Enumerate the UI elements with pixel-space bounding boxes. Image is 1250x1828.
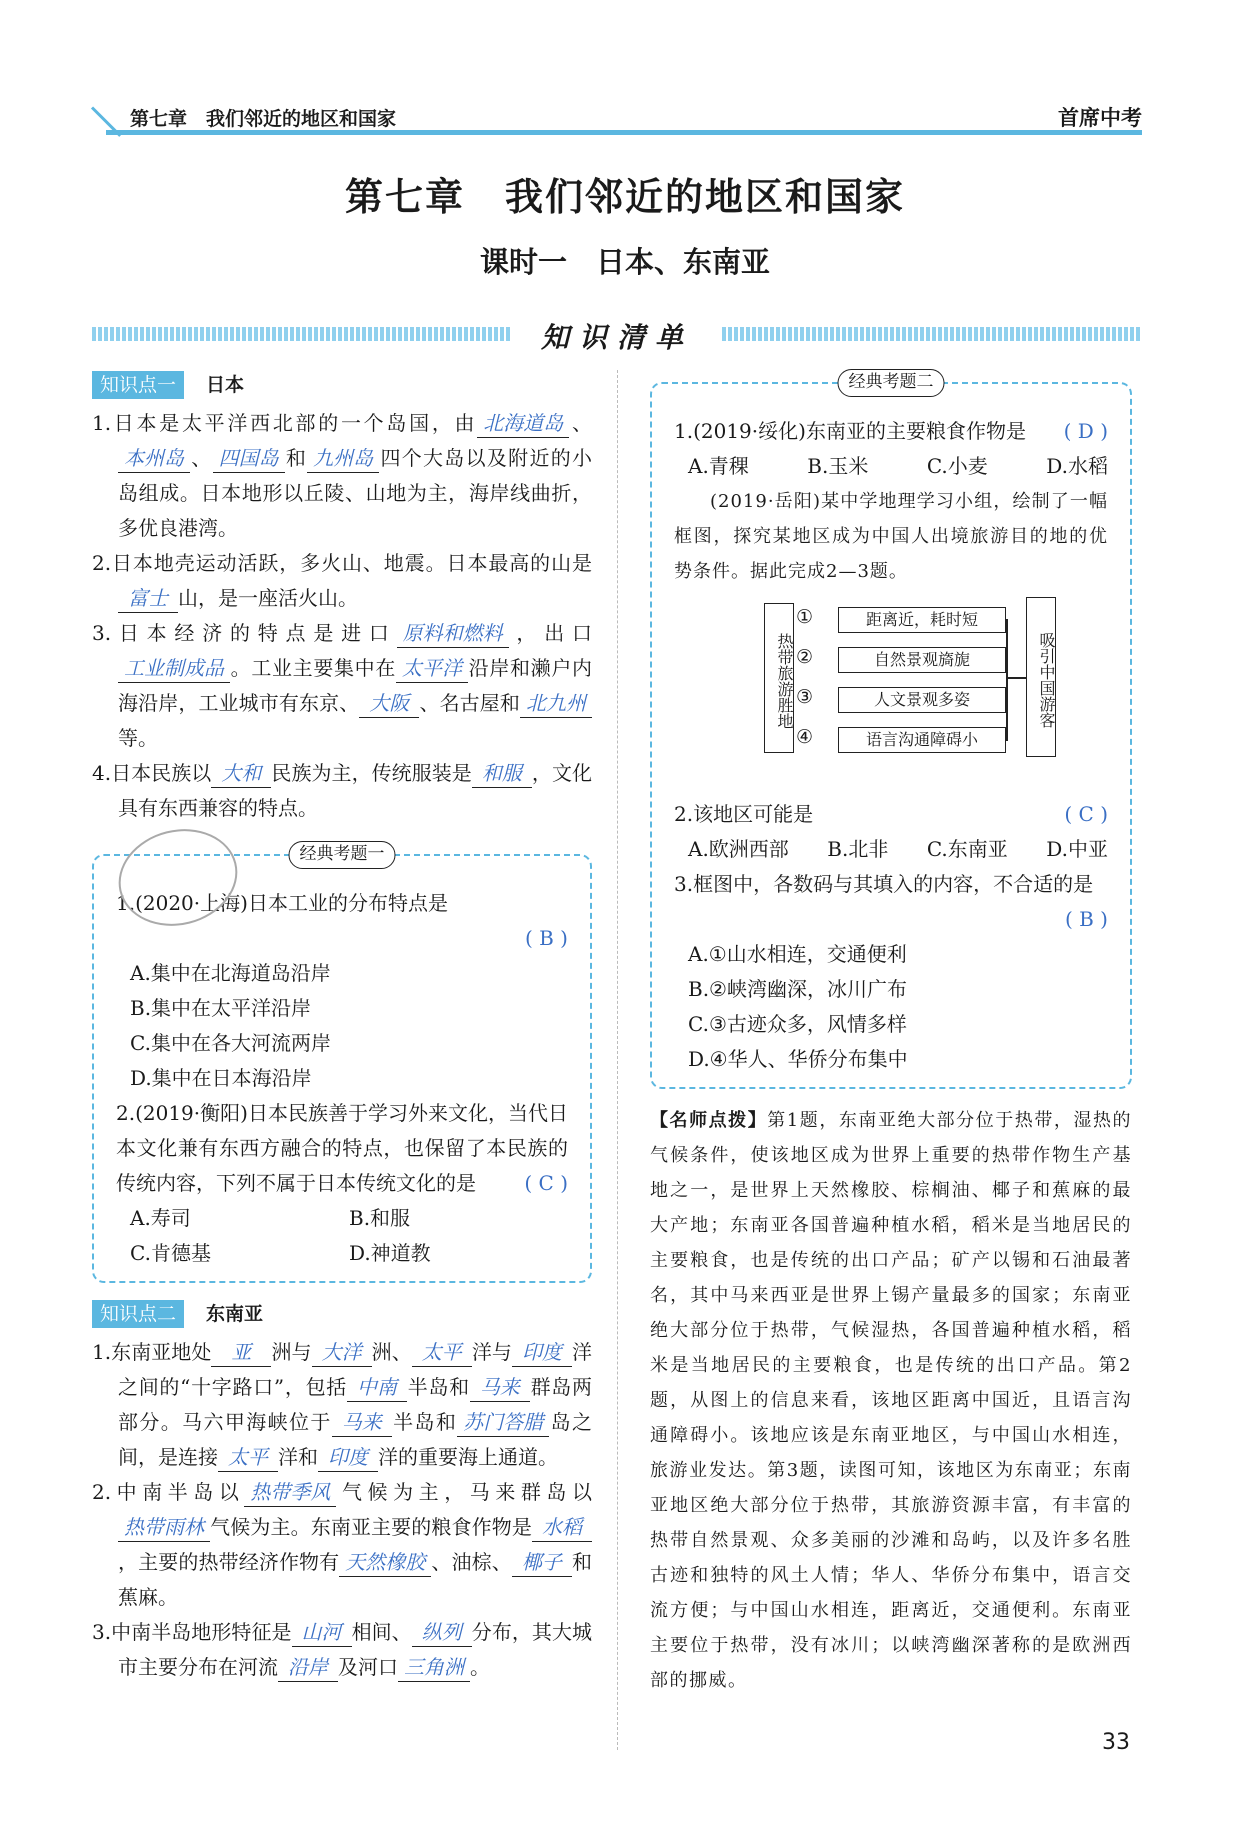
option: A.集中在北海道岛沿岸	[130, 961, 331, 985]
ex2-intro: (2019·岳阳)某中学地理学习小组，绘制了一幅框图，探究某地区成为中国人出境旅游目的地的优势条件。据此完成2—3题。	[674, 491, 1108, 582]
answer-blank: 马来	[332, 1408, 392, 1437]
flow-number: ③	[796, 686, 814, 708]
answer-blank: 工业制成品	[118, 654, 230, 683]
lesson-subtitle: 课时一 日本、东南亚	[479, 245, 770, 279]
answer-blank: 天然橡胶	[339, 1548, 431, 1577]
flow-left-box: 热带旅游胜地	[764, 603, 794, 753]
option: D.④华人、华侨分布集中	[688, 1047, 908, 1071]
answer-blank: 三角洲	[398, 1653, 470, 1682]
right-column	[650, 372, 1133, 1698]
japan-item-4: 4.日本民族以 大和 民族为主，传统服装是 和服 ，文化具有东西兼容的特点。	[92, 761, 592, 820]
answer-blank: 印度	[318, 1443, 378, 1472]
answer-blank: 大阪	[359, 689, 419, 718]
exam-box-label: 经典考题二	[838, 369, 945, 397]
ex2-question-2: 2.该地区可能是	[674, 802, 814, 826]
ex2-answer-1: ( D )	[1063, 419, 1108, 443]
flow-item: 语言沟通障碍小	[838, 727, 1006, 753]
option: D.中亚	[1046, 837, 1108, 861]
flow-right-box: 吸引中国游客	[1026, 597, 1056, 757]
sea-item-3: 3.中南半岛地形特征是 山河 相间、 纵列 分布，其大城市主要分布在河流 沿岸 及河口 三角洲 。	[92, 1615, 592, 1685]
japan-item-2: 2.日本地壳运动活跃，多火山、地震。日本最高的山是富士 山，是一座活火山。	[92, 546, 592, 616]
flow-item: 距离近，耗时短	[838, 607, 1006, 633]
ex1-answer-2: ( C )	[524, 1171, 568, 1195]
section-banner-text: 知识清单	[540, 321, 693, 354]
answer-blank: 太平	[412, 1338, 472, 1367]
teacher-tip	[650, 1103, 1132, 1698]
answer-blank: 纵列	[412, 1618, 472, 1647]
flow-diagram	[674, 597, 1108, 787]
answer-blank: 沿岸	[278, 1653, 338, 1682]
option: D.集中在日本海沿岸	[130, 1066, 312, 1090]
answer-blank: 水稻	[532, 1513, 592, 1542]
option-grid	[116, 1201, 568, 1271]
exam-box-label: 经典考题一	[289, 841, 396, 869]
tip-body: 第1题，东南亚绝大部分位于热带，湿热的气候条件，使该地区成为世界上重要的热带作物生产基地之一，是世界上天然橡胶、棕榈油、椰子和蕉麻的最大产地；东南亚各国普遍种植水稻，稻米是当地居民的主要粮食，也是传统的出口产品；矿产以锡和石油最著名，其中马来西亚是世界上锡产量最多的国家；东南亚绝大部分位于热带，气候湿热，各国普遍种植水稻，稻米是当地居民的主要粮食，也是传统的出口产品。第2题，从图上的信息来看，该地区距离中国近，且语言沟通障碍小。该地应该是东南亚地区，与中国山水相连，旅游业发达。第3题，读图可知，该地区为东南亚；东南亚地区绝大部分位于热带，其旅游资源丰富，有丰富的热带自然景观、众多美丽的沙滩和岛屿，以及许多名胜古迹和独特的风土人情；华人、华侨分布集中，语言交流方便；与中国山水相连，距离近，交通便利。东南亚主要位于热带，没有冰川；以峡湾幽深著称的是欧洲西部的挪威。	[650, 1110, 1133, 1691]
ex2-answer-3: ( B )	[1064, 907, 1108, 931]
flow-connector	[1006, 619, 1008, 741]
flow-row	[796, 607, 1016, 633]
option-row	[674, 449, 1108, 484]
ex1-question-2: 2.(2019·衡阳)日本民族善于学习外来文化，当代日本文化兼有东西方融合的特点，也保留了本民族的传统内容，下列不属于日本传统文化的是	[116, 1101, 568, 1195]
tip-heading: 【名师点拨】	[650, 1110, 768, 1131]
answer-blank: 山河	[292, 1618, 352, 1647]
answer-blank: 中南	[347, 1373, 407, 1402]
answer-blank: 太平	[218, 1443, 278, 1472]
option: B.和服	[349, 1206, 411, 1230]
option: B.玉米	[807, 454, 869, 478]
answer-blank: 苏门答腊	[457, 1408, 549, 1437]
option: D.神道教	[349, 1241, 431, 1265]
option: C.小麦	[926, 454, 988, 478]
kp1-name: 日本	[206, 373, 245, 396]
option: B.集中在太平洋沿岸	[130, 996, 312, 1020]
option: C.集中在各大河流两岸	[130, 1031, 331, 1055]
answer-blank: 本州岛	[118, 444, 190, 473]
option: B.②峡湾幽深，冰川广布	[688, 977, 907, 1001]
japan-item-1: 1.日本是太平洋西北部的一个岛国，由 北海道岛 、本州岛 、 四国岛 和 九州岛 四个大岛以及附近的小岛组成。日本地形以丘陵、山地为主，海岸线曲折，多优良港湾。	[92, 411, 593, 540]
option: C.东南亚	[926, 837, 1008, 861]
option: B.北非	[827, 837, 889, 861]
option: A.欧洲西部	[688, 837, 789, 861]
option-row	[674, 832, 1108, 867]
ex2-answer-2: ( C )	[1064, 802, 1108, 826]
answer-blank: 印度	[512, 1338, 572, 1367]
flow-number: ②	[796, 646, 814, 668]
answer-blank: 亚	[211, 1338, 271, 1367]
answer-blank: 和服	[472, 759, 532, 788]
sea-item-1: 1.东南亚地处 亚 洲与 大洋 洲、 太平 洋与 印度 洋之间的“十字路口”，包括 中南 半岛和 马来 群岛两部分。马六甲海峡位于 马来 半岛和 苏门答腊 岛之间，是连接 太平 洋和 印度 洋的重要海上通道。	[92, 1335, 592, 1475]
knowledge-point-1	[92, 368, 592, 402]
answer-blank: 四国岛	[213, 444, 285, 473]
answer-blank: 原料和燃料	[397, 619, 509, 648]
answer-blank: 北海道岛	[477, 409, 569, 438]
flow-arrow	[1008, 677, 1026, 679]
kp2-name: 东南亚	[206, 1302, 264, 1325]
chapter-title: 第七章 我们邻近的地区和国家	[344, 174, 905, 219]
header-chapter: 第七章 我们邻近的地区和国家	[130, 108, 397, 130]
flow-row	[796, 727, 1016, 753]
answer-blank: 富士	[118, 584, 178, 613]
option: D.水稻	[1046, 454, 1108, 478]
ex2-question-1: 1.(2019·绥化)东南亚的主要粮食作物是	[674, 419, 1026, 443]
ex1-answer-1: ( B )	[524, 926, 568, 950]
answer-blank: 大和	[211, 759, 271, 788]
kp2-tag: 知识点二	[92, 1300, 184, 1328]
classic-exam-box-2	[650, 372, 1132, 1089]
option: C.③古迹众多，风情多样	[688, 1012, 907, 1036]
ex2-question-3: 3.框图中，各数码与其填入的内容，不合适的是	[674, 872, 1094, 896]
answer-blank: 大洋	[312, 1338, 372, 1367]
page-number: 33	[1102, 1730, 1130, 1755]
kp1-tag: 知识点一	[92, 371, 184, 399]
flow-number: ①	[796, 606, 814, 628]
japan-item-3: 3.日本经济的特点是进口 原料和燃料 ，出口工业制成品 。工业主要集中在 太平洋 沿岸和濑户内海沿岸，工业城市有东京、 大阪 、名古屋和 北九州等。	[92, 621, 592, 750]
flow-item: 人文景观多姿	[838, 687, 1006, 713]
flow-number: ④	[796, 726, 814, 748]
sea-item-2: 2.中南半岛以 热带季风 气候为主，马来群岛以热带雨林 气候为主。东南亚主要的粮食作物是 水稻，主要的热带经济作物有 天然橡胶 、油棕、 椰子 和蕉麻。	[92, 1480, 593, 1609]
answer-blank: 九州岛	[307, 444, 379, 473]
option: A.寿司	[130, 1206, 191, 1230]
flow-row	[796, 687, 1016, 713]
answer-blank: 北九州	[520, 689, 592, 718]
answer-blank: 热带雨林	[118, 1513, 210, 1542]
ex1-question-1: 1.(2020·上海)日本工业的分布特点是	[116, 891, 448, 915]
knowledge-point-2	[92, 1297, 592, 1331]
answer-blank: 马来	[470, 1373, 530, 1402]
header-brand: 首席中考	[1058, 106, 1142, 130]
left-column	[92, 368, 592, 1685]
answer-blank: 椰子	[512, 1548, 572, 1577]
flow-row	[796, 647, 1016, 673]
answer-blank: 热带季风	[244, 1478, 336, 1507]
option: C.肯德基	[130, 1241, 211, 1265]
answer-blank: 太平洋	[396, 654, 468, 683]
option: A.青稞	[688, 454, 749, 478]
flow-item: 自然景观旖旎	[838, 647, 1006, 673]
option: A.①山水相连，交通便利	[688, 942, 907, 966]
section-banner	[92, 320, 1142, 360]
running-header	[92, 100, 1142, 136]
column-divider	[617, 370, 618, 1750]
